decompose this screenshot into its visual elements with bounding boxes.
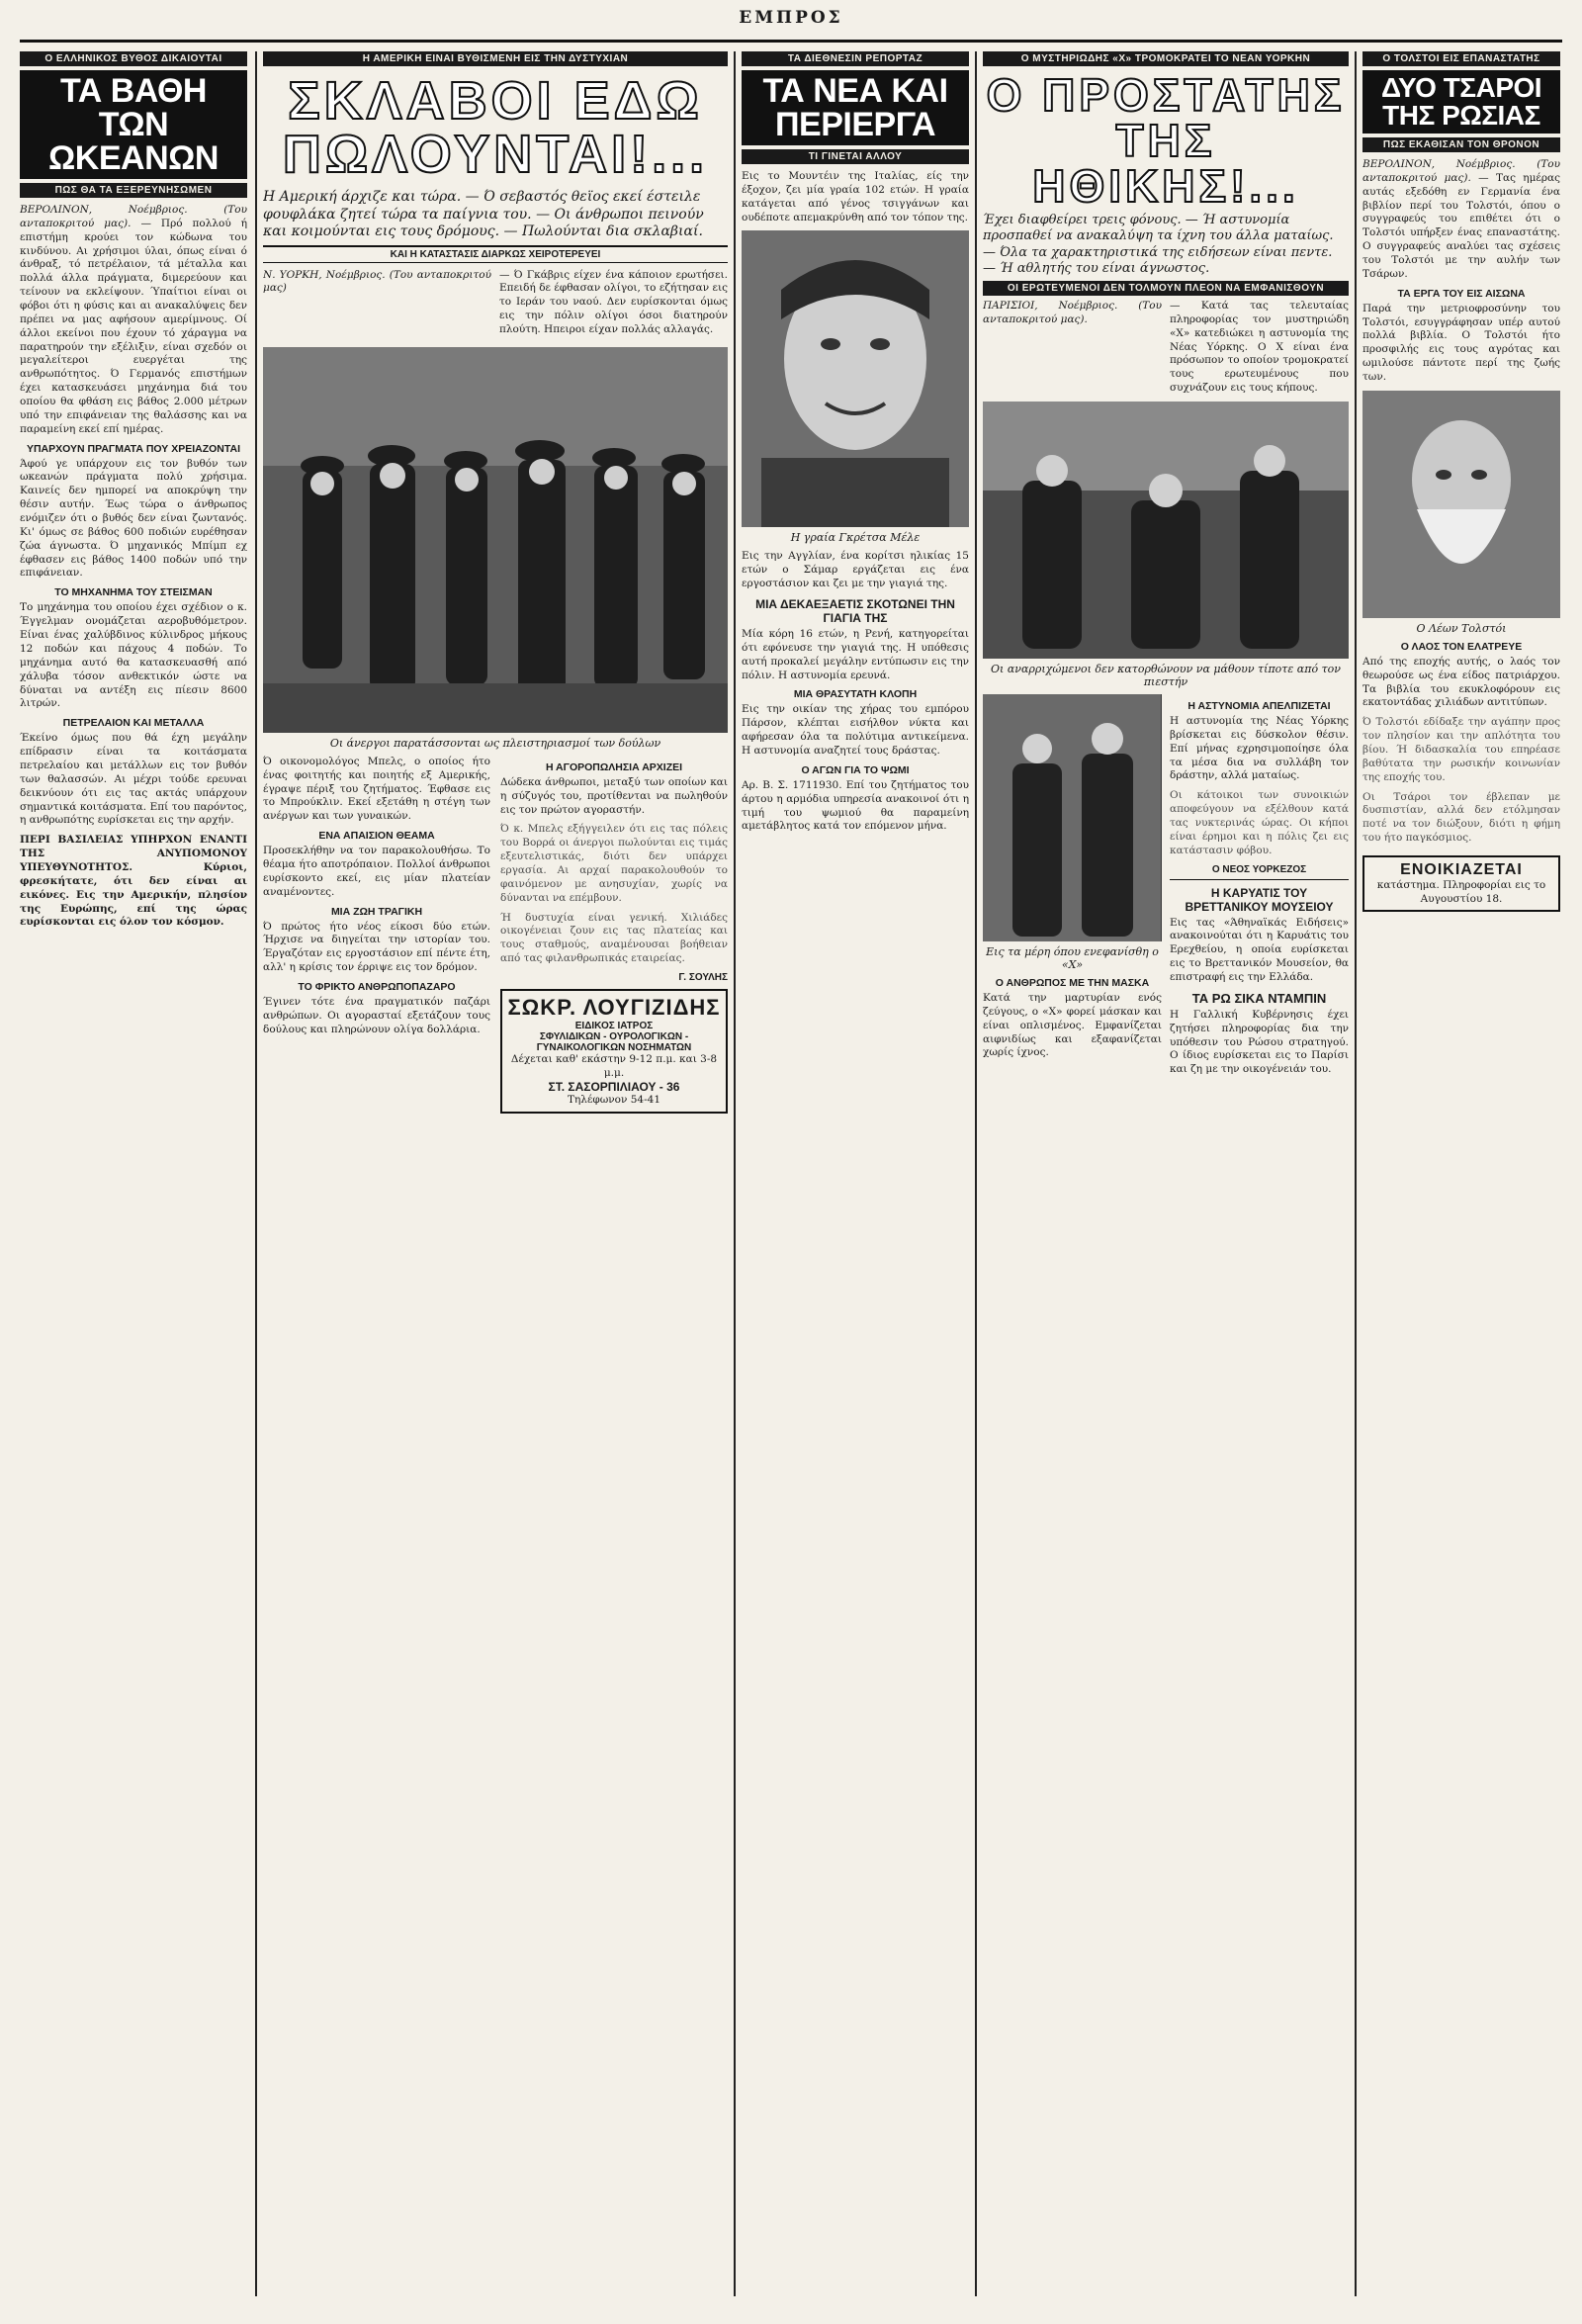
col5-dateline: ΒΕΡΟΛΙΝΟΝ, Νοέμβριος. (Του ανταποκριτού μας). — [1362, 158, 1560, 184]
col1-body3: Το μηχάνημα του οποίου έχει σχέδιον ο κ. Έγγελμαν ονομάζεται αεροβυθόμετρον. Είναι ένας χαλύβδινος κύλινδρος μήκους 12 ποδών και πάχους 4 ποδών. Το μηχάνημα αυτό θα κατασκευασθή από χάλυβα τόσον ανθεκτικόν ώστε να δύναται να αντέξη εις πίεσιν 8600 λιτρών. — [20, 601, 247, 710]
col4-sub4: Η ΚΑΡΥΑΤΙΣ ΤΟΥ ΒΡΕΤΤΑΝΙΚΟΥ ΜΟΥΣΕΙΟΥ — [1185, 885, 1334, 914]
column-divider — [734, 51, 736, 2296]
col3-headline: ΤΑ ΝΕΑ ΚΑΙ ΠΕΡΙΕΡΓΑ — [742, 70, 969, 145]
col1-kicker: Ο ΕΛΛΗΝΙΚΟΣ ΒΥΘΟΣ ΔΙΚΑΙΟΥΤΑΙ — [20, 51, 247, 66]
column-slaves: Η ΑΜΕΡΙΚΗ ΕΙΝΑΙ ΒΥΘΙΣΜΕΝΗ ΕΙΣ ΤΗΝ ΔΥΣΤΥΧΙΑΝ ΣΚΛΑΒΟΙ ΕΔΩ ΠΩΛΟΥΝΤΑΙ!... Η Αμερική άρχιζε και τώρα. — Ό σεβαστός θεϊος εκεί έστειλε φουφλάκα ζητεί τώρα τα παίγνια του. — Οι άνθρωποι πεινούν και κοιμούνται εις τους δρόμους. — Πωλούνται δια σκλαβιαί. ΚΑΙ Η ΚΑΤΑΣΤΑΣΙΣ ΔΙΑΡΚΩΣ ΧΕΙΡΟΤΕΡΕΥΕΙ Ν. ΥΟΡΚΗ, Νοέμβριος. (Του ανταποκριτού μας) — Ό Γκάβρις είχεν ένα κάποιον ερωτήσει. Επειδή δε έφθασαν ολίγοι, το εζήτησαν εις το Ιεράν του ναού. Δεν ευρίσκονται όμως εις την πόλιν ολίγοι όσοι διατηρούν πλούτη. Ηπειροι είχαν πολλάς αλλαγάς. Οι άνεργοι παρατάσσονται ως πλειστηριασμοί των δούλων Ό οικονομολόγος Μπελς, ο οποίος ήτο ένας φοιτητής και ποιητής εξ Αμερικής, έγραψε πέριξ του ζητήματος. Έφθασε εις το Μπρούκλιν. Εκεί εξετάθη η στέγη των ανέργων και των γυναικών. ΕΝΑ ΑΠΑΙΣΙΟΝ ΘΕΑΜΑ Προσεκλήθην να τον παρακολουθήσω. Το θέαμα ήτο αποτρόπαιον. Πολλοί άνθρωποι ευρίσκοντο εκεί, εις μίαν πλατείαν αναμένοντες. ΜΙΑ ΖΩΗ ΤΡΑΓΙΚΗ Ό πρώτος ήτο νέος είκοσι δύο ετών. Ήρχισε να διηγείται την ιστορίαν του. Έργαζόταν εις εργοστάσιον επί πέντε έτη, αλλ' η κρίσις τον έρριψε εις τον δρόμον. ΤΟ ΦΡΙΚΤΟ ΑΝΘΡΩΠΟΠΑΖΑΡΟ Έγινεν τότε ένα πραγματικόν παζάρι ανθρώπων. Οι αγορασταί εξετάζουν τους δούλους και πληρώνουν ολίγα δολλάρια. Η ΑΓΟΡΟΠΩΛΗΣΙΑ ΑΡΧΙΖΕΙ Δώδεκα άνθρωποι, μεταξύ των οποίων και η σύζυγός του, προτίθενται να πωληθούν εις τον πρώτον αγοραστήν. Ό κ. Μπελς εξήγγειλεν ότι εις τας πόλεις του Βορρά οι άνεργοι πωλούνται εις τιμάς εξευτελιστικάς, διότι δεν υπάρχει εργασία. Αι αρχαί παρακολουθούν το φαινόμενον με ανησυχίαν, χωρίς να δύνανται να επέμβουν. Ή δυστυχία είναι γενική. Χιλιάδες οικογένειαι ζουν εις τας πλατείας και τους σταθμούς, αναμένουσαι βοήθειαν από τας φιλανθρωπικάς εταιρείας. Γ. ΣΟΥΛΗΣ ΣΩΚΡ. ΛΟΥΓΙΖΙΔΗΣ ΕΙΔΙΚΟΣ ΙΑΤΡΟΣ ΣΦΥΛΙΔΙΚΩΝ - ΟΥΡΟΛΟΓΙΚΩΝ - ΓΥΝΑΙΚΟΛΟΓΙΚΩΝ ΝΟΣΗΜΑΤΩΝ Δέχεται καθ' εκάστην 9-12 π.μ. και 3-8 μ.μ. ΣΤ. ΣΑΣΟΡΠΙΛΙΑΟΥ - 36 Τηλέφωνον 54-41 — [263, 51, 728, 2296]
col3-body3: Μία κόρη 16 ετών, η Ρενή, κατηγορείται ότι εφόνευσε την γιαγιά της. Η υπόθεσις αυτή προκαλεί μεγάλην εντύπωσιν εις την πόλιν. Η αστυνομία ερευνά. — [742, 628, 969, 681]
photo-tolstoy-illustration — [1362, 391, 1560, 618]
column-divider — [255, 51, 257, 2296]
column-deep-ocean — [20, 51, 247, 2296]
col1-sub3: ΠΕΤΡΕΛΑΙΟΝ ΚΑΙ ΜΕΤΑΛΛΑ — [62, 717, 205, 730]
col2-sub1: Η ΑΓΟΡΟΠΩΛΗΣΙΑ ΑΡΧΙΖΕΙ — [545, 760, 683, 773]
col2-lede: Η Αμερική άρχιζε και τώρα. — Ό σεβαστός θεϊος εκεί έστειλε φουφλάκα ζητεί τώρα τα παίγνια του. — Οι άνθρωποι πεινούν και κοιμούνται εις τους δρόμους. — Πωλούνται δια σκλαβιαί. — [263, 189, 704, 239]
col4-lede: Έχει διαφθείρει τρεις φόνους. — Ή αστυνομία προσπαθεί να ανακαλύψη τα ίχνη του άλλα ματαίως. — Όλα τα χαρακτηριστικά της ειδήσεων είναι πεντε. — Ή αθλητής του είναι άγνωστος. — [983, 213, 1334, 276]
ad-doctor-name: ΣΩΚΡ. ΛΟΥΓΙΖΙΔΗΣ — [507, 994, 721, 1020]
col1-subkicker: ΠΩΣ ΘΑ ΤΑ ΕΞΕΡΕΥΝΗΣΩΜΕΝ — [20, 183, 247, 198]
ad-rent-text: κατάστημα. Πληροφορίαι εις το Αυγουστίου 18. — [1376, 879, 1546, 905]
col5-kicker: Ο ΤΟΛΣΤΟΙ ΕΙΣ ΕΠΑΝΑΣΤΑΤΗΣ — [1362, 51, 1560, 66]
top-rule — [20, 40, 1562, 43]
col3-sub2: ΜΙΑ ΘΡΑΣΥΤΑΤΗ ΚΛΟΠΗ — [793, 688, 918, 701]
col1-body2: Άφού γε υπάρχουν εις τον βυθόν των ωκεανών πράγματα πολύ χρήσιμα. Καινείς δεν ημπορεί να αποκρύψη την θέσιν αυτήν. Έως τώρα ο άνθρωπος ενόμιζεν ότι ο βυθός δεν είναι ζωντανός. Κι' όμως σε βάθος 600 ποδιών ευρέθησαν ζώα άγνωστα. Ό μηχανικός Μπίμπ εχ έφθασεν εις βάθος 1400 ποδών υπό την επιφάνειαν. — [20, 457, 247, 580]
photo-unemployed-men — [263, 347, 728, 733]
col4-body4: Εις τας «Άθηναϊκάς Ειδήσεις» ανακοινούται ότι η Καρυάτις του Ερεχθείου, η οποία ευρίσκεται εις το Βρεττανικόν Μουσείον, θα επιστραφή εις την Ελλάδα. — [1170, 916, 1349, 984]
photo-couple-illustration — [983, 694, 1161, 941]
col4-sub1: Η ΑΣΤΥΝΟΜΙΑ ΑΠΕΛΠΙΖΕΤΑΙ — [1187, 700, 1331, 713]
col4-body5: Η Γαλλική Κυβέρνησις έχει ζητήσει πληροφορίας δια την υπόθεσιν του Ρώσου στρατηγού. Ο ίδιος ευρίσκεται εις το Παρίσι και ζη με την οικογένειάν του. — [1170, 1008, 1349, 1076]
col2-body1: — Ό Γκάβρις είχεν ένα κάποιον ερωτήσει. Επειδή δε έφθασαν ολίγοι, το εζήτησαν εις το Ιεράν του ναού. Δεν ευρίσκονται όμως εις την πόλιν ολίγοι όσοι διατηρούν πλούτη. Ηπειροι είχαν πολλάς αλλαγάς. — [499, 268, 728, 335]
column-tsars: Ο ΤΟΛΣΤΟΙ ΕΙΣ ΕΠΑΝΑΣΤΑΤΗΣ ΔΥΟ ΤΣΑΡΟΙ ΤΗΣ ΡΩΣΙΑΣ ΠΩΣ ΕΚΑΘΙΣΑΝ ΤΟΝ ΘΡΟΝΟΝ ΒΕΡΟΛΙΝΟΝ, Νοέμβριος. (Του ανταποκριτού μας). — Τας ημέρας αυτάς εξεδόθη εν Γερμανία ένα βιβλίον περί του Τολστόι, όπου ο συγγραφεύς του επιθέτει ότι ο Τολστόι υπήρξεν ένας επαναστάτης. Ο συγγραφεύς αναλύει τας σχέσεις του Τολστόι με την αυλήν των Τσάρων. ΤΑ ΕΡΓΑ ΤΟΥ ΕΙΣ ΑΙΣΩΝΑ Παρά την μετριοφροσύνην του Τολστόι, εσυγγράφησαν υπέρ αυτού πολλά βιβλία. Ο Τολστόι ήτο προσφιλής εις τους αγρότας και ωμιλούσε πάντοτε περί της ζωής των. Ο Λέων Τολστόι Ο ΛΑΟΣ ΤΟΝ ΕΛΑΤΡΕΥΕ Από της εποχής αυτής, ο λαός τον θεωρούσε ως ένα είδος πατριάρχου. Τα βιβλία του εκυκλοφόρουν εις εκατοντάδας χιλιάδων αντιτύπων. Ό Τολστόι εδίδαξε την αγάπην προς τον πλησίον και την απλότητα του βίου. Ή διδασκαλία του επηρέασε βαθύτατα την ρωσικήν κοινωνίαν της εποχής του. Οι Τσάροι τον έβλεπαν με δυσπιστίαν, αλλά δεν ετόλμησαν ποτέ να τον διώξουν, διότι η φήμη του ήτο παγκόσμιος. ΕΝΟΙΚΙΑΖΕΤΑΙ κατάστημα. Πληροφορίαι εις το Αυγουστίου 18. — [1362, 51, 1560, 2296]
col3-body5: Αρ. Β. Σ. 1711930. Επί του ζητήματος του άρτου η αρμόδια υπηρεσία ανακοινοί ότι η τιμή του ψωμιού θα παραμείνη αμετάβλητος κατά τον επόμενον μήνα. — [742, 778, 969, 833]
ad-rent-title: ΕΝΟΙΚΙΑΖΕΤΑΙ — [1400, 861, 1523, 879]
ad-address: ΣΤ. ΣΑΣΟΡΠΙΛΙΑΟΥ - 36 — [548, 1080, 680, 1095]
col3-caption: Η γραία Γκρέτσα Μέλε — [790, 531, 921, 545]
col4-subhead: ΟΙ ΕΡΩΤΕΥΜΕΝΟΙ ΔΕΝ ΤΟΛΜΟΥΝ ΠΛΕΟΝ ΝΑ ΕΜΦΑΝΙΣΘΟΥΝ — [983, 281, 1349, 296]
col1-headline: ΤΑ ΒΑΘΗ ΤΩΝ ΩΚΕΑΝΩΝ — [20, 70, 247, 179]
col3-kicker: ΤΑ ΔΙΕΘΝΕΣΙΝ ΡΕΠΟΡΤΑΖ — [742, 51, 969, 66]
ad-diseases: ΣΦΥΛΙΔΙΚΩΝ - ΟΥΡΟΛΟΓΙΚΩΝ - ΓΥΝΑΙΚΟΛΟΓΙΚΩΝ ΝΟΣΗΜΑΤΩΝ — [536, 1030, 692, 1053]
col4-headline: Ο ΠΡΟΣΤΑΤΗΣ ΤΗΣ ΗΘΙΚΗΣ!... — [986, 69, 1346, 212]
col2-body6: Έγινεν τότε ένα πραγματικόν παζάρι ανθρώπων. Οι αγορασταί εξετάζουν τους δούλους και πληρώνουν ολίγα δολλάρια. — [263, 995, 490, 1035]
doctor-advertisement — [500, 989, 728, 1114]
col4-sub3: Ο ΝΕΟΣ ΥΟΡΚΕΖΟΣ — [1211, 863, 1307, 875]
ad-hours: Δέχεται καθ' εκάστην 9-12 π.μ. και 3-8 μ.μ. — [510, 1052, 718, 1079]
col1-body5: ΠΕΡΙ ΒΑΣΙΛΕΙΑΣ ΥΠΗΡΧΟΝ ΕΝΑΝΤΙ ΤΗΣ ΑΝΥΠΟΜΟΝΟΥ ΥΠΕΥΘΥΝΟΤΗΤΟΣ. Κύριοι, φρεσκήτατε, ότι δεν είναι αι εικόνες. Εις την Αμερικήν, πλησίον της Ευρώπης, επί της ώρας ευρίσκονται εις όλον τον κόσμον. — [20, 834, 247, 929]
col5-headline: ΔΥΟ ΤΣΑΡΟΙ ΤΗΣ ΡΩΣΙΑΣ — [1362, 70, 1560, 134]
photo-old-woman — [742, 230, 969, 527]
col3-sub3: Ο ΑΓΩΝ ΓΙΑ ΤΟ ΨΩΜΙ — [801, 763, 910, 776]
col2-caption: Οι άνεργοι παρατάσσονται ως πλειστηριασμοί των δούλων — [329, 736, 661, 750]
col5-sub2: Ο ΛΑΟΣ ΤΟΝ ΕΛΑΤΡΕΥΕ — [1400, 640, 1523, 653]
ad-phone: Τηλέφωνον 54-41 — [568, 1094, 660, 1107]
col2-sub4: ΤΟ ΦΡΙΚΤΟ ΑΝΘΡΩΠΟΠΑΖΑΡΟ — [298, 980, 456, 993]
col2-sub2: ΕΝΑ ΑΠΑΙΣΙΟΝ ΘΕΑΜΑ — [318, 830, 435, 843]
column-divider — [1355, 51, 1357, 2296]
col4-kicker: Ο ΜΥΣΤΗΡΙΩΔΗΣ «Χ» ΤΡΟΜΟΚΡΑΤΕΙ ΤΟ ΝΕΑΝ ΥΟΡΚΗΝ — [983, 51, 1349, 66]
col2-body2: Ό οικονομολόγος Μπελς, ο οποίος ήτο ένας φοιτητής και ποιητής εξ Αμερικής, έγραψε πέριξ του ζητήματος. Έφθασε εις το Μπρούκλιν. Εκεί εξετάθη η στέγη των ανέργων και των γυναικών. — [263, 755, 490, 823]
col3-subkicker: ΤΙ ΓΙΝΕΤΑΙ ΑΛΛΟΥ — [742, 149, 969, 164]
col1-sub1: ΥΠΑΡΧΟΥΝ ΠΡΑΓΜΑΤΑ ΠΟΥ ΧΡΕΙΑΖΟΝΤΑΙ — [26, 442, 241, 455]
photo-police-search — [983, 402, 1349, 659]
col2-dateline: Ν. ΥΟΡΚΗ, Νοέμβριος. (Του ανταποκριτού μας) — [263, 268, 491, 295]
col3-body4: Εις την οικίαν της χήρας του εμπόρου Πάρσον, κλέπται εισήλθον νύκτα και αφήρεσαν όλα τα πολύτιμα αντικείμενα. Η αστυνομία αναζητεί τους δράστας. — [742, 703, 969, 758]
col2-subhead: ΚΑΙ Η ΚΑΤΑΣΤΑΣΙΣ ΔΙΑΡΚΩΣ ΧΕΙΡΟΤΕΡΕΥΕΙ — [263, 245, 728, 263]
col3-body1: Εις το Μουντέιν της Ιταλίας, είς την έξοχον, ζει μία γραία 102 ετών. Η γραία κατάγεται από γένος τσιγγάνων και ουδέποτε απεμακρύνθη από τον τόπον της. — [742, 170, 969, 223]
col1-body4: Έκείνο όμως που θά έχη μεγάλην επίδρασιν είναι τα κοιτάσματα πετρελαίου και μετάλλων εις τον βυθόν των θαλασσών. Αι μέχρι τούδε ερευναι δεικνύουν ότι εις τας ακτάς υπάρχουν σημαντικά κοιτάσματα. Επί του παρόντος, η ανθρωπότης ευρίσκεται εις την αρχήν. — [20, 732, 247, 827]
col4-sub5: ΤΑ ΡΩ ΣΙΚΑ ΝΤΑΜΠΙΝ — [1191, 990, 1327, 1006]
masthead — [20, 8, 1562, 38]
column-divider — [975, 51, 977, 2296]
col4-body2: Η αστυνομία της Νέας Υόρκης βρίσκεται εις δύσκολον θέσιν. Επί μήνας εχρησιμοποίησε όλα τα μέσα δια να συλλάβη τον δράστην, αλλά ματαίως. — [1170, 715, 1349, 782]
col1-body1: — Πρό πολλού ή επιστήμη κρούει τον κώδωνα του κινδύνου. Αι χρήσιμοι ύλαι, όπως είναι ό άνθραξ, τό πετρέλαιον, τά μέταλλα και πολλά άλλα πράγματα, διμερεύουν και τείνουν να εκλείψουν. Ύπαίτιοι είναι οι φόβοι ότι η φύσις και αι ανακαλύψεις δεν πρέπει να μας αφήσουν αμερίμνους. Οί άλλοι εκείνοι που έχουν τό χάραγμα να παρατηρούν την εξέλιξιν, είναι σχεδόν οι μεγαλείτεροι ευεργέται της ανθρωπότητος. Ό Γερμανός επιστήμων έχει κατασκευάσει μηχάνημα διά του οποίου θα φθάση εις βάθος 2.000 μέτρων υπό την επιφάνειαν της θαλάσσης και να παραμείνη εκεί επί ημέρας. — [20, 217, 247, 435]
col3-body2: Εις την Αγγλίαν, ένα κορίτσι ηλικίας 15 ετών ο Σάμαρ εργάζεται εις ένα εργοστάσιον και ζει με την γιαγιά της. — [742, 550, 969, 590]
photo-tolstoy — [1362, 391, 1560, 618]
col2-body3: Δώδεκα άνθρωποι, μεταξύ των οποίων και η σύζυγός του, προτίθενται να πωληθούν εις τον πρώτον αγοραστήν. — [500, 775, 728, 816]
col5-body2: Παρά την μετριοφροσύνην του Τολστόι, εσυγγράφησαν υπέρ αυτού πολλά βιβλία. Ο Τολστόι ήτο προσφιλής εις τους αγρότας και ωμιλούσε πάντοτε περί της ζωής των. — [1362, 302, 1560, 384]
photo-couple — [983, 694, 1162, 941]
newspaper-page — [20, 8, 1562, 2316]
col5-body3: Από της εποχής αυτής, ο λαός τον θεωρούσε ως ένα είδος πατριάρχου. Τα βιβλία του εκυκλοφόρουν εις εκατοντάδας χιλιάδων αντιτύπων. — [1362, 655, 1560, 709]
col1-dateline: ΒΕΡΟΛΙΝΟΝ, Νοέμβριος. (Του ανταποκριτού μας). — [20, 204, 247, 229]
col2-body4: Προσεκλήθην να τον παρακολουθήσω. Το θέαμα ήτο αποτρόπαιον. Πολλοί άνθρωποι ευρίσκοντο εκεί, εις μίαν πλατείαν αναμένοντες. — [263, 845, 490, 898]
col4-caption2: Εις τα μέρη όπου ενεφανίσθη ο «Χ» — [986, 945, 1159, 972]
col5-subkicker: ΠΩΣ ΕΚΑΘΙΣΑΝ ΤΟΝ ΘΡΟΝΟΝ — [1362, 137, 1560, 152]
col2-signature: Γ. ΣΟΥΛΗΣ — [678, 971, 728, 983]
col2-body5: Ό πρώτος ήτο νέος είκοσι δύο ετών. Ήρχισε να διηγείται την ιστορίαν του. Έργαζόταν εις εργοστάσιον επί πέντε έτη, αλλ' η κρίσις τον έρριψε εις τον δρόμον. — [263, 920, 490, 974]
column-morality: Ο ΜΥΣΤΗΡΙΩΔΗΣ «Χ» ΤΡΟΜΟΚΡΑΤΕΙ ΤΟ ΝΕΑΝ ΥΟΡΚΗΝ Ο ΠΡΟΣΤΑΤΗΣ ΤΗΣ ΗΘΙΚΗΣ!... Έχει διαφθείρει τρεις φόνους. — Ή αστυνομία προσπαθεί να ανακαλύψη τα ίχνη του άλλα ματαίως. — Όλα τα χαρακτηριστικά της ειδήσεων είναι πεντε. — Ή αθλητής του είναι άγνωστος. ΟΙ ΕΡΩΤΕΥΜΕΝΟΙ ΔΕΝ ΤΟΛΜΟΥΝ ΠΛΕΟΝ ΝΑ ΕΜΦΑΝΙΣΘΟΥΝ ΠΑΡΙΣΙΟΙ, Νοέμβριος. (Του ανταποκριτού μας). — Κατά τας τελευταίας πληροφορίας τον μυστηριώδη «Χ» κατεδιώκει η αστυνομία της Νέας Υόρκης. Ο Χ είναι ένα πρόσωπον το οποίον τρομοκρατεί τους ερωτευμένους που συχνάζουν εις τους κήπους. Οι αναρριχώμενοι δεν κατορθώνουν να μάθουν τίποτε από τον πιεστήν Εις τα μέρη όπου ενεφανίσθη ο «Χ» Ο ΑΝΘΡΩΠΟΣ ΜΕ ΤΗΝ ΜΑΣΚΑ Κατά την μαρτυρίαν ενός ζεύγους, ο «Χ» φορεί μάσκαν και είναι οπλισμένος. Εμφανίζεται αιφνιδίως και εξαφανίζεται χωρίς ίχνος. Η ΑΣΤΥΝΟΜΙΑ ΑΠΕΛΠΙΖΕΤΑΙ Η αστυνομία της Νέας Υόρκης βρίσκεται εις δύσκολον θέσιν. Επί μήνας εχρησιμοποίησε όλα τα μέσα δια να συλλάβη τον δράστην, αλλά ματαίως. Οι κάτοικοι των συνοικιών αποφεύγουν να εξέλθουν κατά τας νυκτερινάς ώρας. Οι κήποι είναι έρημοι και η πόλις ζει εις κατάστασιν φόβου. Ο ΝΕΟΣ ΥΟΡΚΕΖΟΣ Η ΚΑΡΥΑΤΙΣ ΤΟΥ ΒΡΕΤΤΑΝΙΚΟΥ ΜΟΥΣΕΙΟΥ Εις τας «Άθηναϊκάς Ειδήσεις» ανακοινούται ότι η Καρυάτις του Ερεχθείου, η οποία ευρίσκεται εις το Βρεττανικόν Μουσείον, θα επιστραφή εις την Ελλάδα. ΤΑ ΡΩ ΣΙΚΑ ΝΤΑΜΠΙΝ Η Γαλλική Κυβέρνησις έχει ζητήσει πληροφορίας δια την υπόθεσιν του Ρώσου στρατηγού. Ο ίδιος ευρίσκεται εις το Παρίσι και ζη με την οικογένειάν του. — [983, 53, 1349, 1076]
col5-caption: Ο Λέων Τολστόι — [1416, 621, 1507, 635]
col2-headline: ΣΚΛΑΒΟΙ ΕΔΩ ΠΩΛΟΥΝΤΑΙ!... — [282, 71, 709, 184]
photo-unemployed-men-illustration — [263, 347, 728, 733]
photo-old-woman-illustration — [742, 230, 969, 527]
col4-sub2: Ο ΑΝΘΡΩΠΟΣ ΜΕ ΤΗΝ ΜΑΣΚΑ — [995, 977, 1150, 990]
col5-body1: — Τας ημέρας αυτάς εξεδόθη εν Γερμανία ένα βιβλίον περί του Τολστόι, όπου ο συγγραφεύς του επιθέτει ότι ο Τολστόι υπήρξεν ένας επαναστάτης. Ο συγγραφεύς αναλύει τας σχέσεις του Τολστόι με την αυλήν των Τσάρων. — [1362, 171, 1560, 280]
col2-kicker: Η ΑΜΕΡΙΚΗ ΕΙΝΑΙ ΒΥΘΙΣΜΕΝΗ ΕΙΣ ΤΗΝ ΔΥΣΤΥΧΙΑΝ — [263, 51, 728, 66]
column-news — [742, 51, 969, 2296]
masthead-title: ΕΜΠΡΟΣ — [739, 8, 843, 28]
col3-sub1: ΜΙΑ ΔΕΚΑΕΞΑΕΤΙΣ ΣΚΟΤΩΝΕΙ ΤΗΝ ΓΙΑΓΙΑ ΤΗΣ — [755, 597, 955, 626]
col4-dateline: ΠΑΡΙΣΙΟΙ, Νοέμβριος. (Του ανταποκριτού μας). — [983, 300, 1162, 325]
col1-sub2: ΤΟ ΜΗΧΑΝΗΜΑ ΤΟΥ ΣΤΕΙΣΜΑΝ — [54, 586, 213, 599]
col2-sub3: ΜΙΑ ΖΩΗ ΤΡΑΓΙΚΗ — [330, 905, 423, 918]
photo-police-search-illustration — [983, 402, 1349, 659]
rent-advertisement — [1362, 855, 1560, 912]
col4-body1: — Κατά τας τελευταίας πληροφορίας τον μυστηριώδη «Χ» κατεδιώκει η αστυνομία της Νέας Υόρκης. Ο Χ είναι ένα πρόσωπον το οποίον τρομοκρατεί τους ερωτευμένους που συχνάζουν εις τους κήπους. — [1170, 300, 1349, 395]
col4-caption1: Οι αναρριχώμενοι δεν κατορθώνουν να μάθουν τίποτε από τον πιεστήν — [991, 663, 1341, 689]
ad-specialty: ΕΙΔΙΚΟΣ ΙΑΤΡΟΣ — [574, 1020, 654, 1031]
col4-body3: Κατά την μαρτυρίαν ενός ζεύγους, ο «Χ» φορεί μάσκαν και είναι οπλισμένος. Εμφανίζεται αιφνιδίως και εξαφανίζεται χωρίς ίχνος. — [983, 992, 1162, 1059]
col5-sub1: ΤΑ ΕΡΓΑ ΤΟΥ ΕΙΣ ΑΙΣΩΝΑ — [1397, 287, 1526, 300]
